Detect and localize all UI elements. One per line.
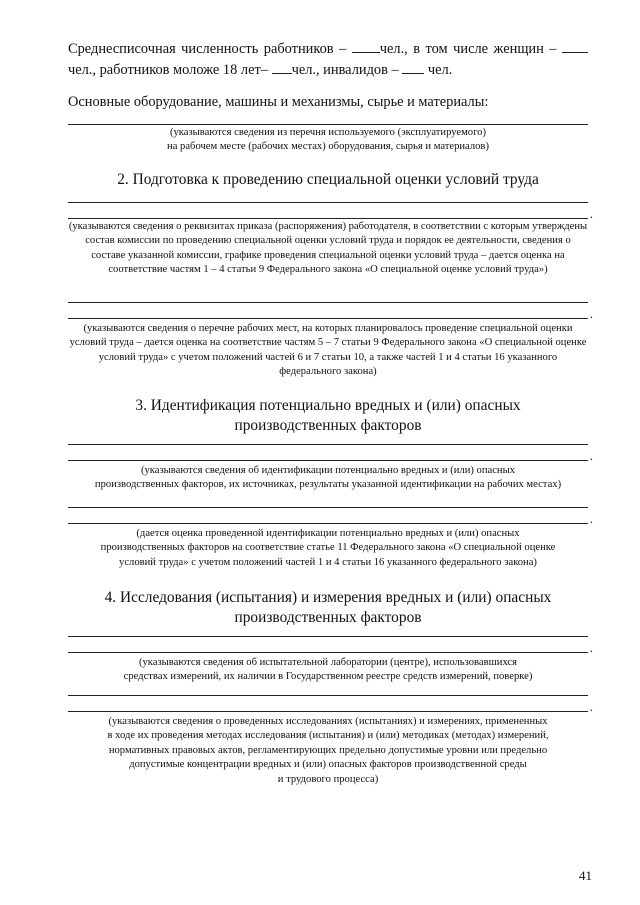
- section-4-note-1: (указываются сведения об испытательной лаборатории (центре), использовавшихся средствах измерений, их наличии в Государственном реестре средств измерений, поверке): [123, 657, 533, 683]
- section-3-line-2: [68, 460, 588, 461]
- equipment-heading: Основные оборудование, машины и механизмы, сырье и материалы:: [68, 94, 489, 110]
- section-2-line-4: [68, 318, 588, 319]
- unit-label: чел.: [427, 62, 453, 78]
- equipment-note: (указываются сведения из перечня используемого (эксплуатируемого) на рабочем месте (рабочих местах) оборудования, сырья и материалов): [167, 127, 489, 153]
- section-2-note-2: (указываются сведения о перечне рабочих мест, на которых планировалось проведение специальной оценки условий труда – дается оценка на соответствие частям 5 – 7 статьи 9 Федерального закона «О специальной оценке условий труда» с учетом положений частей 6 и 7 статьи 10, а также частей 1 и 4 статьи 16 указанного федерального закона): [69, 323, 587, 378]
- women-blank: [562, 38, 588, 53]
- section-3-note-2: (дается оценка проведенной идентификации потенциально вредных и (или) опасных производственных факторов на соответствие статье 11 Федерального закона «О специальной оценке условий труда» с учетом положений частей 1 и 4 статьи 16 указанного федерального закона): [100, 528, 556, 568]
- section-2-line-1: [68, 202, 588, 203]
- section-3-note-1: (указываются сведения об идентификации потенциально вредных и (или) опасных производственных факторов, их источниках, результаты указанной идентификации на рабочих местах): [94, 465, 562, 491]
- section-2-title: 2. Подготовка к проведению специальной оценки условий труда: [117, 171, 539, 188]
- disabled-label: чел., инвалидов –: [291, 62, 399, 78]
- youth-label: чел., работников моложе 18 лет–: [68, 62, 268, 78]
- page-number: 41: [579, 868, 592, 883]
- section-2-line-3: [68, 302, 588, 303]
- section-3-line-1: [68, 444, 588, 445]
- section-4-line-2: [68, 652, 588, 653]
- section-3-line-4: [68, 523, 588, 524]
- headcount-blank: [352, 38, 380, 53]
- equipment-line: [68, 124, 588, 125]
- youth-blank: [272, 59, 292, 74]
- section-3-line-3: [68, 507, 588, 508]
- women-label: чел., в том числе женщин –: [379, 41, 557, 57]
- section-4-title: 4. Исследования (испытания) и измерения вредных и (или) опасных производственных факторов: [104, 589, 552, 626]
- section-2-note-1: (указываются сведения о реквизитах приказа (распоряжения) работодателя, в соответствии с которым утверждены состав комиссии по проведению специальной оценки условий труда и порядок ее деятельности, сведения о составе указанной комиссии, графике проведения специальной оценки условий труда – дается оценка на соответствие частям 1 – 4 статьи 9 Федерального закона «О специальной оценке условий труда»): [68, 221, 588, 276]
- section-4-line-3: [68, 695, 588, 696]
- section-4-line-1: [68, 636, 588, 637]
- disabled-blank: [402, 59, 424, 74]
- section-4-line-4: [68, 711, 588, 712]
- section-2-line-2: [68, 218, 588, 219]
- headcount-label: Среднесписочная численность работников –: [68, 41, 347, 57]
- headcount-paragraph: [68, 38, 588, 80]
- section-3-title: 3. Идентификация потенциально вредных и (или) опасных производственных факторов: [135, 397, 521, 434]
- section-4-note-2: (указываются сведения о проведенных исследованиях (испытаниях) и измерениях, примененных в ходе их проведения методах исследования (испытания) и (или) методиках (методах) измерений, нормативных правовых актов, регламентирующих предельно допустимые уровни или предельно допустимые концентрации вредных и (или) опасных факторов производственной среды и трудового процесса): [107, 716, 549, 785]
